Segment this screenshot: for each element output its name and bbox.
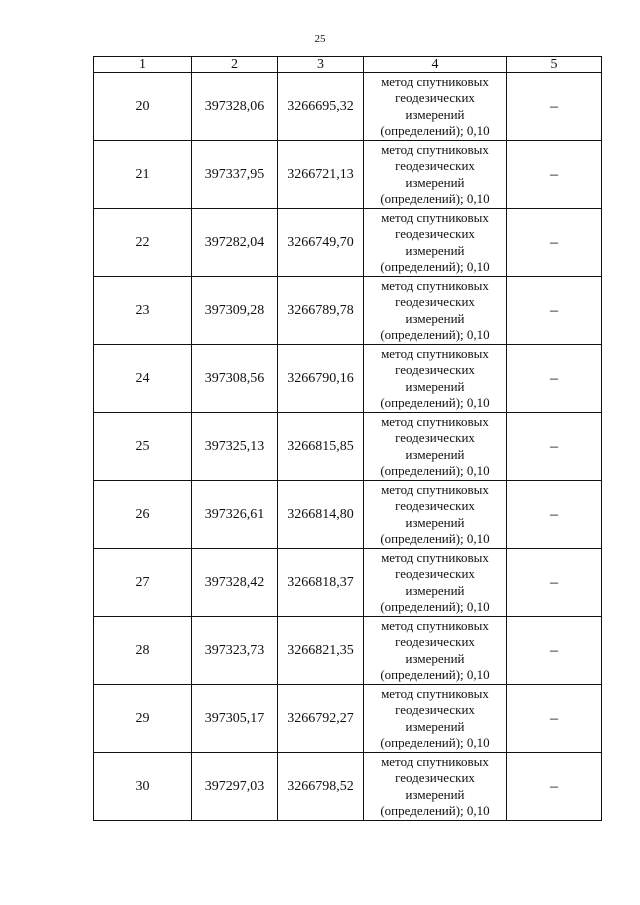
method-line: метод спутниковых: [381, 685, 489, 701]
coordinate-y: 3266814,80: [278, 481, 364, 549]
method-description: [364, 617, 507, 685]
coordinate-y: 3266789,78: [278, 277, 364, 345]
method-line: измерений: [405, 446, 465, 462]
method-line: (определений); 0,10: [380, 463, 490, 478]
point-number: 22: [94, 209, 192, 277]
column-header-2: 2: [192, 57, 278, 73]
point-number: 25: [94, 413, 192, 481]
method-line: измерений: [405, 786, 465, 802]
note-dash: –: [507, 617, 602, 685]
method-line: метод спутниковых: [381, 345, 489, 361]
method-line: метод спутниковых: [381, 413, 489, 429]
method-line: геодезических: [395, 634, 475, 649]
table-row: [94, 141, 602, 209]
method-line: измерений: [405, 650, 465, 666]
method-line: (определений); 0,10: [380, 667, 490, 682]
method-line: метод спутниковых: [381, 277, 489, 293]
point-number: 21: [94, 141, 192, 209]
coordinate-x: 397309,28: [192, 277, 278, 345]
method-line: измерений: [405, 242, 465, 258]
method-line: метод спутниковых: [381, 141, 489, 157]
method-line: (определений); 0,10: [380, 123, 490, 138]
page-number: 25: [314, 33, 326, 45]
method-line: метод спутниковых: [381, 753, 489, 769]
method-line: геодезических: [395, 770, 475, 785]
table-row: [94, 481, 602, 549]
table-row: [94, 617, 602, 685]
method-line: метод спутниковых: [381, 481, 489, 497]
method-line: геодезических: [395, 362, 475, 377]
coordinate-y: 3266818,37: [278, 549, 364, 617]
note-dash: –: [507, 481, 602, 549]
method-line: измерений: [405, 310, 465, 326]
method-line: метод спутниковых: [381, 617, 489, 633]
table-row: [94, 549, 602, 617]
coordinate-y: 3266792,27: [278, 685, 364, 753]
method-description: [364, 277, 507, 345]
method-line: геодезических: [395, 566, 475, 581]
method-line: измерений: [405, 378, 465, 394]
table-header-row: [94, 57, 602, 73]
method-description: [364, 753, 507, 821]
note-dash: –: [507, 345, 602, 413]
method-line: геодезических: [395, 226, 475, 241]
note-dash: –: [507, 549, 602, 617]
method-line: метод спутниковых: [381, 549, 489, 565]
method-line: метод спутниковых: [381, 73, 489, 89]
point-number: 30: [94, 753, 192, 821]
point-number: 26: [94, 481, 192, 549]
coordinate-x: 397325,13: [192, 413, 278, 481]
method-description: [364, 685, 507, 753]
method-line: измерений: [405, 514, 465, 530]
method-line: (определений); 0,10: [380, 327, 490, 342]
method-line: измерений: [405, 106, 465, 122]
method-line: геодезических: [395, 90, 475, 105]
point-number: 29: [94, 685, 192, 753]
method-description: [364, 481, 507, 549]
method-description: [364, 141, 507, 209]
table-row: [94, 345, 602, 413]
method-line: геодезических: [395, 430, 475, 445]
point-number: 24: [94, 345, 192, 413]
coordinate-y: 3266721,13: [278, 141, 364, 209]
method-description: [364, 73, 507, 141]
coordinates-table: [93, 56, 602, 821]
method-line: (определений); 0,10: [380, 259, 490, 274]
table-row: [94, 277, 602, 345]
coordinate-y: 3266749,70: [278, 209, 364, 277]
method-line: метод спутниковых: [381, 209, 489, 225]
point-number: 23: [94, 277, 192, 345]
coordinate-x: 397282,04: [192, 209, 278, 277]
coordinate-x: 397328,06: [192, 73, 278, 141]
coordinate-x: 397337,95: [192, 141, 278, 209]
method-line: измерений: [405, 718, 465, 734]
method-line: (определений); 0,10: [380, 531, 490, 546]
method-description: [364, 549, 507, 617]
method-line: (определений); 0,10: [380, 599, 490, 614]
method-line: (определений); 0,10: [380, 803, 490, 818]
method-description: [364, 209, 507, 277]
coordinate-y: 3266815,85: [278, 413, 364, 481]
table-row: [94, 413, 602, 481]
column-header-1: 1: [94, 57, 192, 73]
method-description: [364, 413, 507, 481]
point-number: 27: [94, 549, 192, 617]
method-line: геодезических: [395, 498, 475, 513]
point-number: 20: [94, 73, 192, 141]
method-line: (определений); 0,10: [380, 191, 490, 206]
method-line: геодезических: [395, 158, 475, 173]
note-dash: –: [507, 209, 602, 277]
coordinate-x: 397297,03: [192, 753, 278, 821]
coordinate-x: 397323,73: [192, 617, 278, 685]
coordinate-y: 3266790,16: [278, 345, 364, 413]
method-line: (определений); 0,10: [380, 395, 490, 410]
method-line: (определений); 0,10: [380, 735, 490, 750]
coordinate-x: 397308,56: [192, 345, 278, 413]
table-row: [94, 73, 602, 141]
coordinate-y: 3266798,52: [278, 753, 364, 821]
coordinate-x: 397326,61: [192, 481, 278, 549]
method-line: измерений: [405, 174, 465, 190]
note-dash: –: [507, 413, 602, 481]
note-dash: –: [507, 73, 602, 141]
coordinate-y: 3266821,35: [278, 617, 364, 685]
note-dash: –: [507, 141, 602, 209]
coordinate-x: 397305,17: [192, 685, 278, 753]
table-row: [94, 209, 602, 277]
table-row: [94, 753, 602, 821]
method-line: геодезических: [395, 294, 475, 309]
note-dash: –: [507, 753, 602, 821]
method-line: измерений: [405, 582, 465, 598]
note-dash: –: [507, 277, 602, 345]
table-body: [94, 73, 602, 821]
coordinate-y: 3266695,32: [278, 73, 364, 141]
method-line: геодезических: [395, 702, 475, 717]
point-number: 28: [94, 617, 192, 685]
method-description: [364, 345, 507, 413]
coordinate-x: 397328,42: [192, 549, 278, 617]
table-row: [94, 685, 602, 753]
column-header-5: 5: [507, 57, 602, 73]
column-header-3: 3: [278, 57, 364, 73]
note-dash: –: [507, 685, 602, 753]
column-header-4: 4: [364, 57, 507, 73]
